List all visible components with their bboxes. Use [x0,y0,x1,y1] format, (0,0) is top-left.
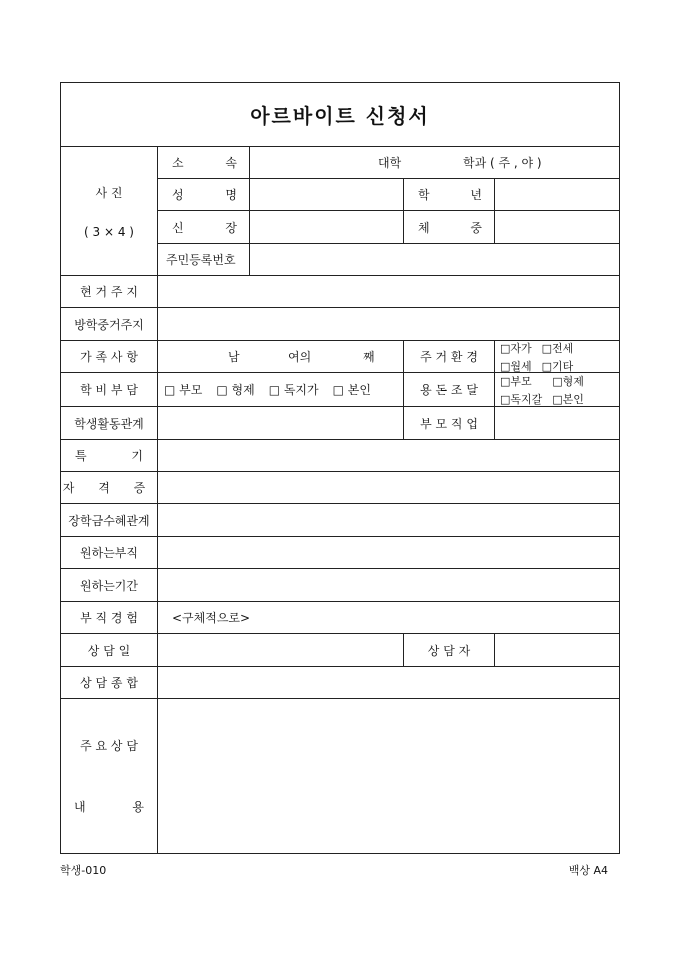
family-field[interactable] [158,341,404,373]
consult-summary-label: 상 담 종 합 [61,667,158,699]
tuition-options [158,373,404,407]
resident-number-field[interactable] [250,244,620,276]
tuition-option-self[interactable]: □ 본인 [332,383,371,397]
scholarship-label: 장학금수혜관계 [61,504,158,537]
housing-option-other[interactable]: □기타 [541,359,574,373]
housing-option-jeonse[interactable]: □전세 [541,341,574,355]
weight-label: 체 중 [404,211,495,244]
allowance-option-parents[interactable]: □부모 [500,374,532,388]
form-code: 학생-010 [60,864,107,877]
desired-period-label: 원하는기간 [61,569,158,602]
housing-option-own[interactable]: □자가 [500,341,532,355]
paper-type: 백상 A4 [568,864,608,877]
page-title: 아르바이트 신청서 [61,83,619,147]
job-experience-label: 부 직 경 험 [61,602,158,634]
allowance-option-siblings[interactable]: □형제 [552,374,584,388]
weight-field[interactable] [495,211,620,244]
family-label: 가 족 사 항 [61,341,158,373]
desired-job-field[interactable] [158,537,620,569]
main-consult-label-top: 주 요 상 담 [80,739,138,753]
allowance-label: 용 돈 조 달 [404,373,495,407]
vacation-address-label: 방학중거주지 [61,308,158,341]
height-label: 신 장 [158,211,250,244]
height-field[interactable] [250,211,404,244]
special-skill-field[interactable] [158,440,620,472]
scholarship-field[interactable] [158,504,620,537]
photo-size-label: ( 3 × 4 ) [84,224,134,239]
consult-summary-field[interactable] [158,667,620,699]
special-skill-label: 특 기 [61,440,158,472]
job-experience-hint: <구체적으로> [172,611,251,625]
current-address-label: 현 거 주 지 [61,276,158,308]
tuition-option-parents[interactable]: □ 부모 [164,383,203,397]
allowance-options [495,373,620,407]
family-daughters-label: 여의 [288,350,312,364]
consult-date-label: 상 담 일 [61,634,158,667]
main-consult-field[interactable] [158,699,620,853]
job-experience-field[interactable] [158,602,620,634]
desired-job-label: 원하는부직 [61,537,158,569]
current-address-field[interactable] [158,276,620,308]
consult-date-field[interactable] [158,634,404,667]
family-order-label: 째 [363,350,375,364]
department-label: 학과 ( 주 , 야 ) [463,156,542,170]
family-sons-label: 남 [228,350,240,364]
affiliation-field[interactable] [250,147,620,179]
tuition-label: 학 비 부 담 [61,373,158,407]
consultant-label: 상 담 자 [404,634,495,667]
name-field[interactable] [250,179,404,211]
parent-job-field[interactable] [495,407,620,440]
activities-label: 학생활동관계 [61,407,158,440]
desired-period-field[interactable] [158,569,620,602]
main-consult-label [61,699,158,853]
name-label: 성 명 [158,179,250,211]
grade-label: 학 년 [404,179,495,211]
parent-job-label: 부 모 직 업 [404,407,495,440]
vacation-address-field[interactable] [158,308,620,341]
main-consult-label-bottom: 내 용 [74,800,144,814]
photo-box[interactable] [61,147,158,276]
photo-label: 사 진 [95,185,123,200]
resident-number-label: 주민등록번호 [158,244,250,276]
tuition-option-sponsor[interactable]: □ 독지가 [268,383,319,397]
allowance-option-sponsor[interactable]: □독지갈 [500,392,543,406]
housing-options [495,341,620,373]
activities-field[interactable] [158,407,404,440]
allowance-option-self[interactable]: □본인 [552,392,584,406]
certificate-label: 자 격 증 [61,472,158,504]
application-form [60,82,620,854]
housing-label: 주 거 환 경 [404,341,495,373]
housing-option-monthly[interactable]: □월세 [500,359,532,373]
tuition-option-siblings[interactable]: □ 형제 [216,383,255,397]
certificate-field[interactable] [158,472,620,504]
affiliation-label: 소 속 [158,147,250,179]
grade-field[interactable] [495,179,620,211]
university-label: 대학 [378,156,402,170]
consultant-field[interactable] [495,634,620,667]
